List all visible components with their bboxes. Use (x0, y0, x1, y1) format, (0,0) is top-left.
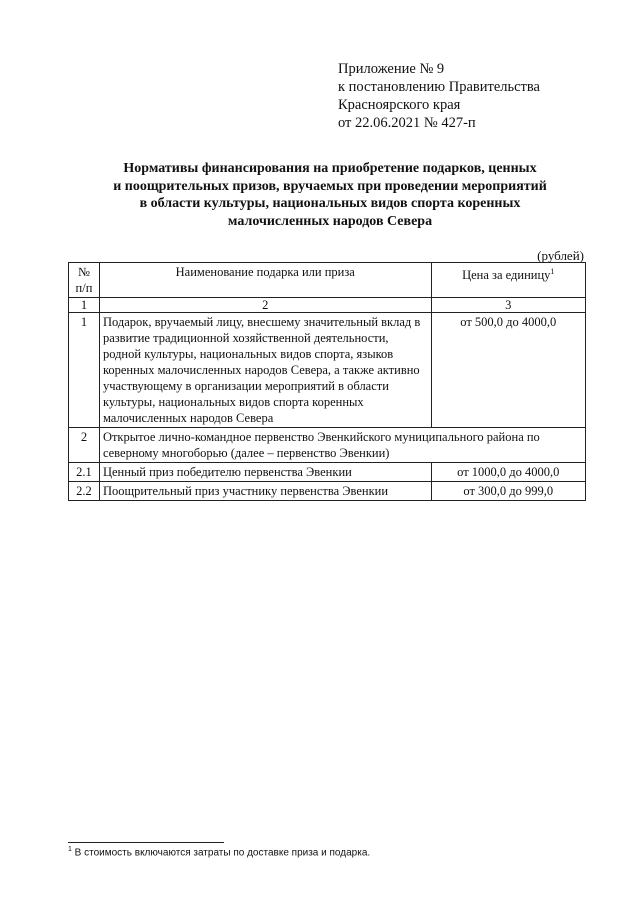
header-number-sign: № (78, 265, 90, 279)
header-price (431, 263, 585, 298)
header-name: Наименование подарка или приза (99, 263, 431, 298)
table-row (69, 313, 586, 428)
title-line: Нормативы финансирования на приобретение подарков, ценных (123, 161, 537, 176)
footnote-mark: 1 (68, 846, 72, 853)
row-name: Открытое лично-командное первенство Эвенкийского муниципального района по северному многоборью (далее – первенство Эвенкии) (99, 428, 585, 463)
numbering-cell: 3 (431, 298, 585, 313)
table-row (69, 463, 586, 482)
row-number: 2.2 (69, 482, 100, 501)
row-number: 1 (69, 313, 100, 428)
header-number-pp: п/п (75, 281, 93, 295)
table-row (69, 482, 586, 501)
row-name: Ценный приз победителю первенства Эвенкии (99, 463, 431, 482)
footnote-divider (68, 842, 224, 843)
appendix-line: Приложение № 9 (338, 61, 445, 77)
table-header-row (69, 263, 586, 298)
document-title (60, 160, 600, 230)
unit-label: (рублей) (537, 248, 584, 263)
header-price-label: Цена за единицу (462, 268, 551, 283)
appendix-line: Красноярского края (338, 97, 461, 113)
title-line: малочисленных народов Севера (227, 213, 433, 229)
appendix-line: от 22.06.2021 № 427-п (338, 115, 476, 131)
numbering-cell: 2 (99, 298, 431, 313)
appendix-block (338, 60, 618, 132)
row-number: 2 (69, 428, 100, 463)
footnote-text: В стоимость включаются затраты по доставке приза и подарка. (71, 847, 371, 859)
title-line: в области культуры, национальных видов спорта коренных (139, 196, 521, 211)
table-row (69, 428, 586, 463)
row-name: Подарок, вручаемый лицу, внесшему значительный вклад в развитие традиционной хозяйственной деятельности, родной культуры, национальных видов спорта, языков коренных малочисленных народов Севера, а также активно участвующему в организации мероприятий в области культуры, национальных видов спорта коренных малочисленных народов Севера (99, 313, 431, 428)
row-price: от 500,0 до 4000,0 (431, 313, 585, 428)
header-number (69, 263, 100, 298)
footnote-ref: 1 (550, 267, 555, 276)
row-number: 2.1 (69, 463, 100, 482)
numbering-cell: 1 (69, 298, 100, 313)
row-price: от 1000,0 до 4000,0 (431, 463, 585, 482)
footnote (68, 846, 370, 858)
row-name: Поощрительный приз участнику первенства Эвенкии (99, 482, 431, 501)
table-numbering-row (69, 298, 586, 313)
appendix-line: к постановлению Правительства (338, 79, 540, 95)
row-price: от 300,0 до 999,0 (431, 482, 585, 501)
norms-table (68, 262, 586, 501)
title-line: и поощрительных призов, вручаемых при проведении мероприятий (113, 178, 547, 194)
